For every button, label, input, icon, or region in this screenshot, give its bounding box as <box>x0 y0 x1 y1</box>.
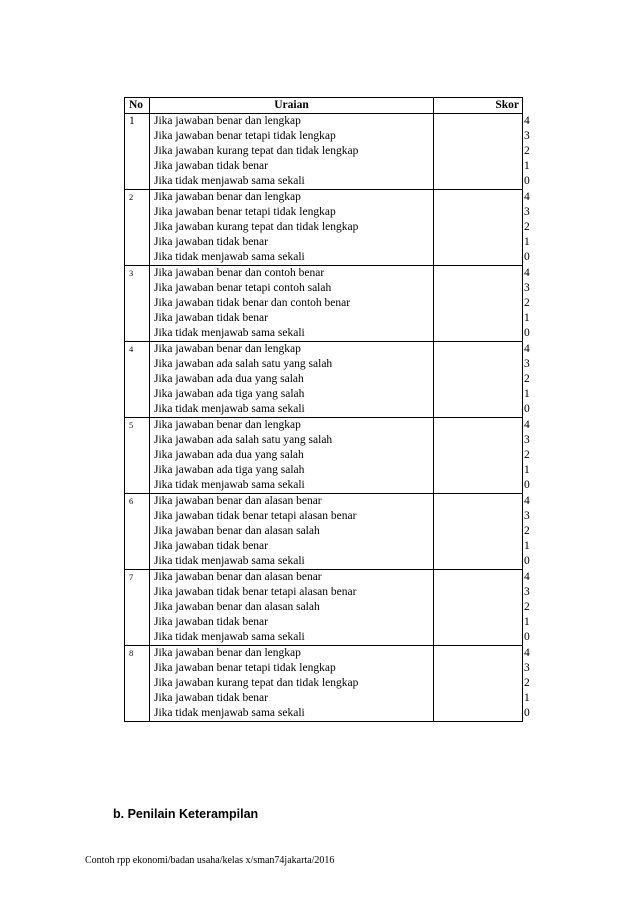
uraian-cell <box>150 646 434 722</box>
row-number: 8 <box>125 646 150 722</box>
score-value: 3 <box>524 510 530 522</box>
header-skor: Skor <box>434 98 523 114</box>
criterion-text: Jika tidak menjawab sama sekali <box>154 555 305 567</box>
score-value: 2 <box>524 145 530 157</box>
score-value: 2 <box>524 373 530 385</box>
criterion-text: Jika jawaban tidak benar <box>154 540 268 552</box>
scoring-rubric-table <box>124 97 530 722</box>
row-number: 4 <box>125 342 150 418</box>
table-row <box>125 570 523 646</box>
score-value: 1 <box>524 616 530 628</box>
score-value: 0 <box>524 631 530 643</box>
table-row <box>125 646 523 722</box>
criterion-text: Jika jawaban benar dan lengkap <box>154 647 301 659</box>
score-value: 0 <box>524 555 530 567</box>
score-value: 4 <box>524 191 530 203</box>
row-number: 1 <box>125 114 150 190</box>
score-value: 3 <box>524 130 530 142</box>
criterion-text: Jika jawaban benar tetapi contoh salah <box>154 282 332 294</box>
score-value: 1 <box>524 540 530 552</box>
skor-cell <box>434 494 530 570</box>
criterion-text: Jika jawaban benar dan lengkap <box>154 419 301 431</box>
criterion-text: Jika jawaban tidak benar <box>154 692 268 704</box>
criterion-text: Jika jawaban benar dan alasan benar <box>154 495 322 507</box>
score-value: 3 <box>524 586 530 598</box>
skor-cell <box>434 418 530 494</box>
row-number: 7 <box>125 570 150 646</box>
page-footer: Contoh rpp ekonomi/badan usaha/kelas x/sman74jakarta/2016 <box>85 855 335 866</box>
score-value: 1 <box>524 464 530 476</box>
score-value: 4 <box>524 115 530 127</box>
score-value: 1 <box>524 692 530 704</box>
criterion-text: Jika jawaban tidak benar dan contoh benar <box>154 297 351 309</box>
score-value: 0 <box>524 175 530 187</box>
header-no: No <box>125 98 150 114</box>
criterion-text: Jika tidak menjawab sama sekali <box>154 403 305 415</box>
skor-cell <box>434 570 530 646</box>
score-value: 1 <box>524 160 530 172</box>
score-value: 0 <box>524 251 530 263</box>
uraian-cell <box>150 418 434 494</box>
score-value: 1 <box>524 388 530 400</box>
score-value: 0 <box>524 403 530 415</box>
criterion-text: Jika jawaban benar dan lengkap <box>154 115 301 127</box>
criterion-text: Jika jawaban benar dan alasan benar <box>154 571 322 583</box>
score-value: 0 <box>524 707 530 719</box>
section-heading: b. Penilain Keterampilan <box>113 807 259 821</box>
criterion-text: Jika jawaban tidak benar tetapi alasan benar <box>154 510 357 522</box>
skor-cell <box>434 342 530 418</box>
header-uraian: Uraian <box>150 98 434 114</box>
uraian-cell <box>150 494 434 570</box>
table-row <box>125 342 523 418</box>
criterion-text: Jika jawaban kurang tepat dan tidak lengkap <box>154 221 359 233</box>
criterion-text: Jika jawaban ada salah satu yang salah <box>154 358 333 370</box>
score-value: 0 <box>524 327 530 339</box>
score-value: 4 <box>524 495 530 507</box>
criterion-text: Jika jawaban benar dan lengkap <box>154 343 301 355</box>
score-value: 1 <box>524 236 530 248</box>
table-body <box>125 114 530 722</box>
uraian-cell <box>150 190 434 266</box>
skor-cell <box>434 190 530 266</box>
criterion-text: Jika tidak menjawab sama sekali <box>154 631 305 643</box>
criterion-text: Jika jawaban tidak benar <box>154 160 268 172</box>
table-row <box>125 266 523 342</box>
criterion-text: Jika jawaban tidak benar <box>154 312 268 324</box>
score-value: 2 <box>524 525 530 537</box>
score-value: 2 <box>524 601 530 613</box>
criterion-text: Jika jawaban ada tiga yang salah <box>154 388 305 400</box>
criterion-text: Jika jawaban benar dan alasan salah <box>154 601 320 613</box>
score-value: 0 <box>524 479 530 491</box>
criterion-text: Jika jawaban ada dua yang salah <box>154 449 304 461</box>
score-value: 4 <box>524 419 530 431</box>
criterion-text: Jika jawaban kurang tepat dan tidak lengkap <box>154 145 359 157</box>
criterion-text: Jika jawaban benar dan lengkap <box>154 191 301 203</box>
uraian-cell <box>150 114 434 190</box>
score-value: 2 <box>524 297 530 309</box>
score-value: 3 <box>524 358 530 370</box>
skor-cell <box>434 646 530 722</box>
skor-cell <box>434 266 530 342</box>
table-header-row <box>125 98 523 114</box>
table-row <box>125 418 523 494</box>
score-value: 1 <box>524 312 530 324</box>
score-value: 4 <box>524 647 530 659</box>
criterion-text: Jika jawaban ada salah satu yang salah <box>154 434 333 446</box>
score-value: 4 <box>524 343 530 355</box>
criterion-text: Jika jawaban benar dan alasan salah <box>154 525 320 537</box>
criterion-text: Jika jawaban tidak benar tetapi alasan benar <box>154 586 357 598</box>
score-value: 3 <box>524 206 530 218</box>
table-row <box>125 114 523 190</box>
row-number: 2 <box>125 190 150 266</box>
score-value: 4 <box>524 571 530 583</box>
criterion-text: Jika jawaban benar tetapi tidak lengkap <box>154 206 336 218</box>
criterion-text: Jika jawaban kurang tepat dan tidak lengkap <box>154 677 359 689</box>
uraian-cell <box>150 342 434 418</box>
row-number: 5 <box>125 418 150 494</box>
score-value: 3 <box>524 434 530 446</box>
criterion-text: Jika jawaban ada tiga yang salah <box>154 464 305 476</box>
table-row <box>125 494 523 570</box>
criterion-text: Jika jawaban tidak benar <box>154 616 268 628</box>
criterion-text: Jika jawaban tidak benar <box>154 236 268 248</box>
score-value: 3 <box>524 282 530 294</box>
score-value: 2 <box>524 449 530 461</box>
criterion-text: Jika tidak menjawab sama sekali <box>154 251 305 263</box>
score-value: 3 <box>524 662 530 674</box>
uraian-cell <box>150 570 434 646</box>
table-row <box>125 190 523 266</box>
criterion-text: Jika tidak menjawab sama sekali <box>154 327 305 339</box>
criterion-text: Jika jawaban benar tetapi tidak lengkap <box>154 130 336 142</box>
score-value: 2 <box>524 221 530 233</box>
score-value: 2 <box>524 677 530 689</box>
skor-cell <box>434 114 530 190</box>
criterion-text: Jika tidak menjawab sama sekali <box>154 707 305 719</box>
row-number: 3 <box>125 266 150 342</box>
criterion-text: Jika tidak menjawab sama sekali <box>154 175 305 187</box>
criterion-text: Jika tidak menjawab sama sekali <box>154 479 305 491</box>
uraian-cell <box>150 266 434 342</box>
criterion-text: Jika jawaban benar tetapi tidak lengkap <box>154 662 336 674</box>
row-number: 6 <box>125 494 150 570</box>
criterion-text: Jika jawaban ada dua yang salah <box>154 373 304 385</box>
criterion-text: Jika jawaban benar dan contoh benar <box>154 267 325 279</box>
score-value: 4 <box>524 267 530 279</box>
